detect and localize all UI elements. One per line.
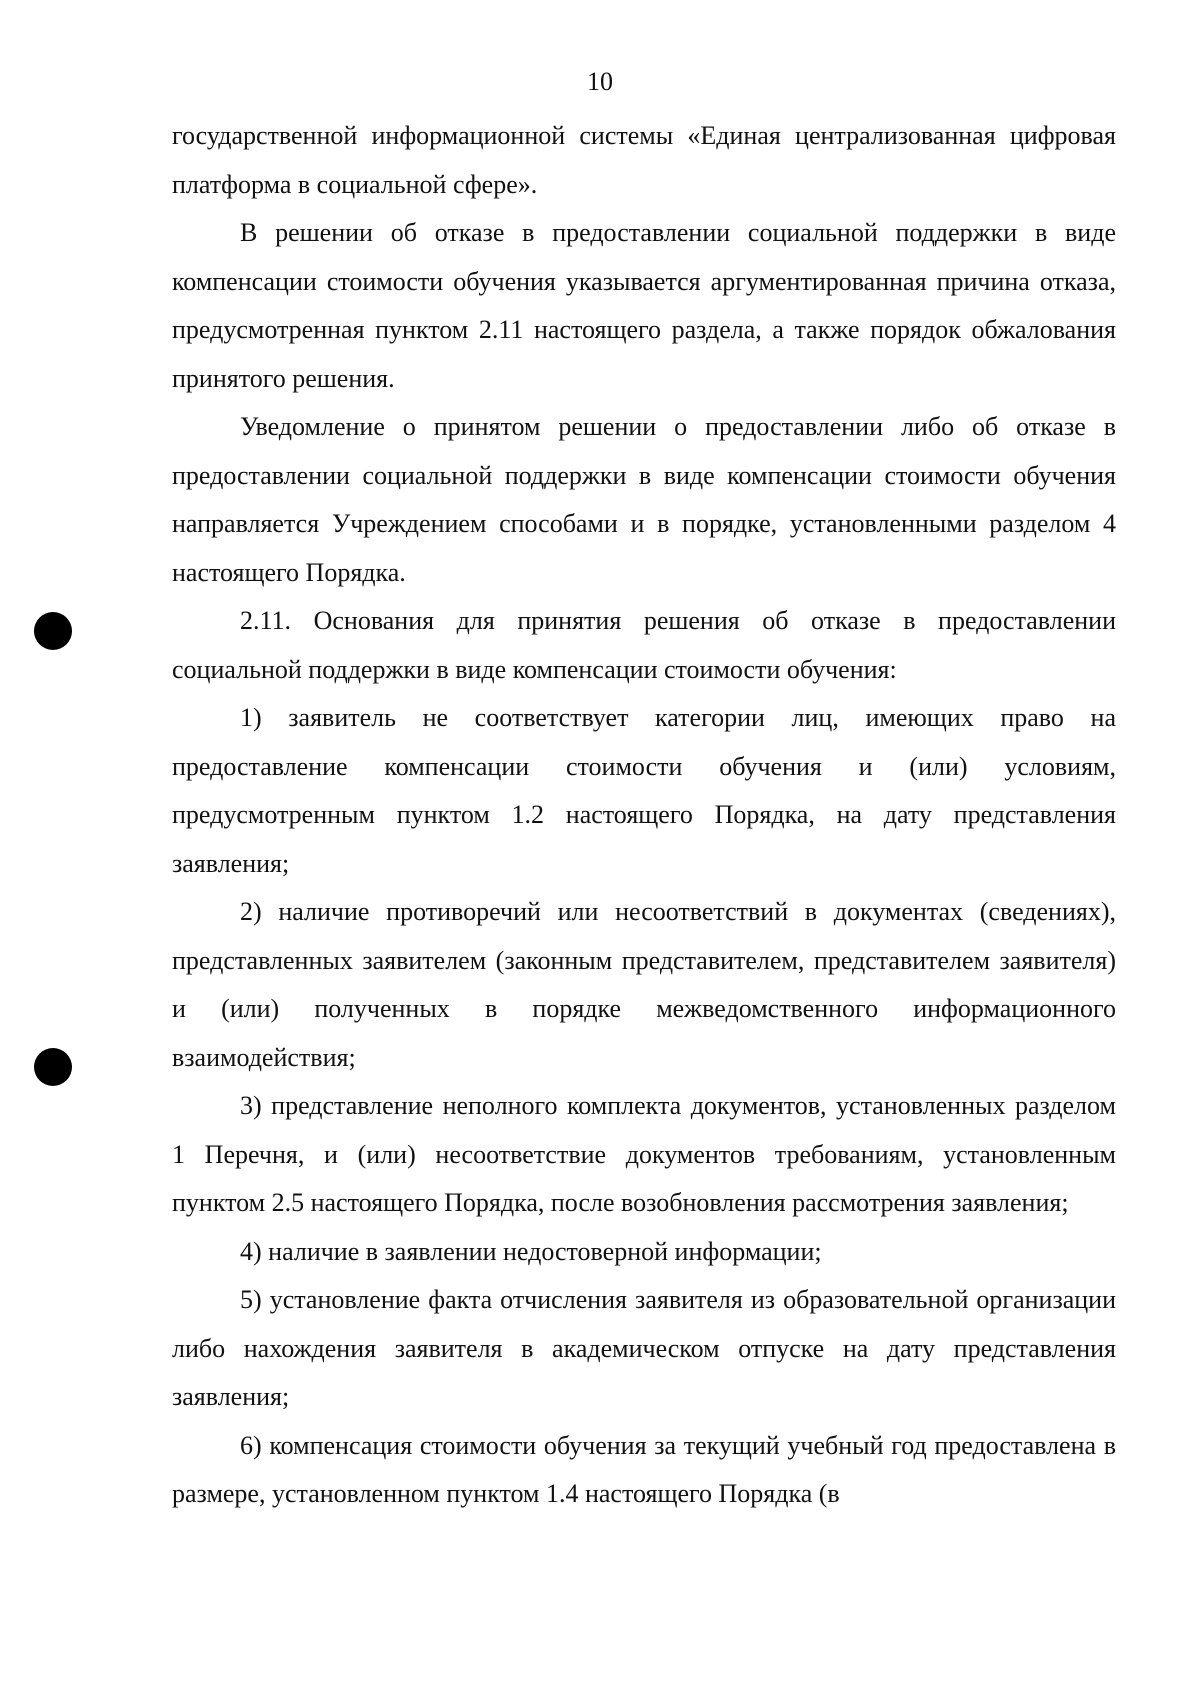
list-item: 5) установление факта отчисления заявителя из образовательной организации либо нахождения заявителя в академическом отпуске на дату представления заявления;: [172, 1285, 1116, 1411]
document-body: [172, 112, 1116, 1519]
paragraph: 2.11. Основания для принятия решения об отказе в предоставлении социальной поддержки в виде компенсации стоимости обучения:: [172, 606, 1116, 684]
list-item: 3) представление неполного комплекта документов, установленных разделом 1 Перечня, и (или) несоответствие документов требованиям, установленным пунктом 2.5 настоящего Порядка, после возобновления рассмотрения заявления;: [172, 1091, 1116, 1217]
page-number: 10: [587, 67, 613, 96]
list-item: 4) наличие в заявлении недостоверной информации;: [240, 1236, 822, 1266]
paragraph: В решении об отказе в предоставлении социальной поддержки в виде компенсации стоимости обучения указывается аргументированная причина отказа, предусмотренная пунктом 2.11 настоящего раздела, а также порядок обжалования принятого решения.: [172, 218, 1116, 393]
list-item: 2) наличие противоречий или несоответствий в документах (сведениях), представленных заявителем (законным представителем, представителем заявителя) и (или) полученных в порядке межведомственного информационного взаимодействия;: [172, 897, 1116, 1072]
paragraph: Уведомление о принятом решении о предоставлении либо об отказе в предоставлении социальной поддержки в виде компенсации стоимости обучения направляется Учреждением способами и в порядке, установленными разделом 4 настоящего Порядка.: [172, 412, 1116, 587]
list-item: 1) заявитель не соответствует категории лиц, имеющих право на предоставление компенсации стоимости обучения и (или) условиям, предусмотренным пунктом 1.2 настоящего Порядка, на дату представления заявления;: [172, 703, 1116, 878]
paragraph: государственной информационной системы «Единая централизованная цифровая платформа в социальной сфере».: [172, 121, 1116, 199]
punch-hole-mark: [34, 1048, 72, 1086]
punch-hole-mark: [34, 612, 72, 650]
list-item: 6) компенсация стоимости обучения за текущий учебный год предоставлена в размере, установленном пунктом 1.4 настоящего Порядка (в: [172, 1430, 1116, 1508]
